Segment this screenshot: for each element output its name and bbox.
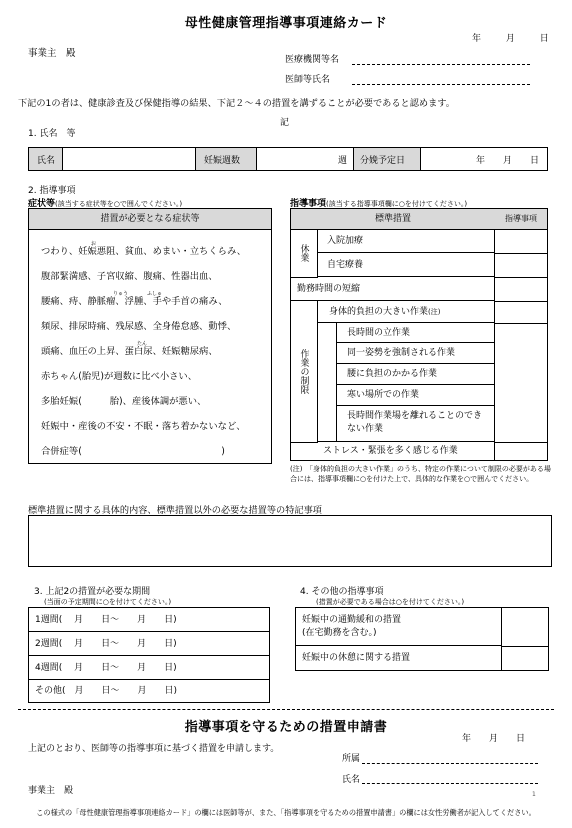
weeks-field[interactable] [257,148,353,170]
section4-note: (措置が必要である場合は○を付けてください。) [316,598,465,606]
due-date-field[interactable]: 年 月 日 [475,155,539,166]
work-item[interactable]: 長時間作業場を離れることのできない作業 [337,406,495,442]
institution-label: 医療機関等名 [285,55,340,65]
guidance-table [290,208,548,461]
rest-label: 休業 [298,244,309,262]
guidance-title: 指導事項(該当する指導事項欄に○を付けてください。) [290,199,468,209]
symptom-line[interactable]: 赤ちゃん(胎児)が週数に比べ小さい、 [41,371,198,382]
guidance-mark-hospital[interactable] [496,230,546,252]
break-mark[interactable] [503,647,547,669]
period-row[interactable]: 1週間( 月 日～ 月 日) [29,608,269,632]
ruby-tan: たん [137,341,148,347]
symptom-line[interactable]: 腹部緊満感、子宮収縮、腹痛、性器出血、 [41,271,218,282]
symptom-line[interactable]: 合併症等( ) [41,446,225,457]
name-label: 氏名 [29,148,63,170]
symptoms-list [41,239,269,464]
indent-cell [317,323,337,442]
rest-item: 入院加療 [317,229,495,253]
intro-text: 下記の1の者は、健康診査及び保健指導の結果、下記２～４の措置を講ずることが必要であると認めます。 [18,98,455,109]
section3-note: (当面の予定期間に○を付けてください。) [44,598,172,606]
commute-item: 妊娠中の通勤緩和の措置 (在宅勤務を含む。) [296,608,502,646]
page-number: 1 [532,791,536,798]
ruby-ryuu: りゅう [113,291,129,297]
guidance-mark-hours[interactable] [496,278,546,300]
name-table [28,147,548,171]
request-employer: 事業主 殿 [28,786,74,796]
ki-mark: 記 [280,118,290,128]
work-item[interactable]: 長時間の立作業 [337,323,495,343]
employer-addressee: 事業主 殿 [28,48,76,59]
special-notes-field[interactable] [28,515,552,567]
ruby-fushu: ふしゅ [147,291,163,297]
section2-heading: 2. 指導事項 [28,186,76,196]
work-limit-label: 作業の制限 [298,349,309,394]
card-title: 母性健康管理指導事項連絡カード [184,16,388,31]
symptom-line[interactable]: 頭痛、血圧の上昇、蛋白尿、妊娠糖尿病、 [41,346,218,357]
work-hours: 勤務時間の短縮 [291,277,495,301]
special-label: 標準措置に関する具体的内容、標準措置以外の必要な措置等の特記事項 [28,505,322,516]
cut-line [18,709,554,710]
section3-heading: 3. 上記2の措置が必要な期間 [34,587,151,597]
period-row[interactable]: その他( 月 日～ 月 日) [35,686,178,696]
symptoms-header: 措置が必要となる症状等 [29,209,271,230]
other-guidance-table [295,607,549,671]
rest-item: 自宅療養 [317,253,495,277]
symptom-line[interactable]: 多胎妊娠( 胎)、産後体調が悪い、 [41,396,207,407]
ruby-o: お [91,241,97,247]
request-text: 上記のとおり、医師等の指導事項に基づく措置を申請します。 [28,744,280,754]
symptoms-box [28,208,272,464]
footer-note: この様式の「母性健康管理指導事項連絡カード」の欄には医師等が、また、「指導事項を守るための措置申請書」の欄には女性労働者が記入してください。 [36,808,536,817]
work-item[interactable]: 同一姿勢を強制される作業 [337,343,495,364]
symptom-line[interactable]: 腰痛、痔、静脈瘤、浮腫、手や手首の痛み、 [41,296,228,307]
section4-heading: 4. その他の指導事項 [300,587,384,597]
symptom-line[interactable]: つわり、妊娠悪阻、貧血、めまい・立ちくらみ、 [41,246,247,257]
col-guidance: 指導事項 [495,209,547,230]
doctor-field[interactable] [352,84,530,85]
guidance-footnote: (注) 「身体的負担の大きい作業」のうち、特定の作業について制限の必要がある場合には、指導事項欄に○を付けた上で、具体的な作業を○で囲んでください。 [290,465,551,483]
symptom-line[interactable]: 頻尿、排尿時痛、残尿感、全身倦怠感、動悸、 [41,321,237,332]
symptoms-title: 症状等(該当する症状等を○で囲んでください。) [28,199,183,209]
work-limit-cell [291,301,318,443]
period-table [28,607,270,703]
work-item[interactable]: 腰に負担のかかる作業 [337,364,495,385]
weeks-label: 妊娠週数 [195,148,257,170]
institution-field[interactable] [352,64,530,65]
request-date: 年 月 日 [462,734,526,744]
rest-label-cell [291,229,318,278]
guidance-mark-home[interactable] [496,254,546,276]
period-row[interactable]: 2週間( 月 日～ 月 日) [29,632,269,656]
guidance-mark-stress[interactable] [496,443,546,459]
weeks-unit: 週 [337,155,347,166]
affiliation-label: 所属 [342,754,361,764]
commute-mark[interactable] [503,609,547,645]
doctor-label: 医師等氏名 [285,75,331,85]
applicant-name-field[interactable] [362,783,538,784]
affiliation-field[interactable] [362,763,538,764]
section1-heading: 1. 氏名 等 [28,129,76,139]
break-item: 妊娠中の休憩に関する措置 [296,646,502,670]
period-row[interactable]: 4週間( 月 日～ 月 日) [29,656,269,680]
guidance-mark-physical[interactable] [496,302,546,322]
header-date: 年 月 日 [472,34,549,44]
work-item[interactable]: 寒い場所での作業 [337,385,495,406]
request-title: 指導事項を守るための措置申請書 [184,720,388,735]
symptom-line[interactable]: 妊娠中・産後の不安・不眠・落ち着かないなど、 [41,421,246,432]
due-label: 分娩予定日 [353,148,421,170]
stress-item: ストレス・緊張を多く感じる作業 [317,442,495,460]
physical-burden: 身体的負担の大きい作業(注) [317,301,495,323]
col-standard: 標準措置 [291,209,496,230]
applicant-name-label: 氏名 [342,775,361,785]
